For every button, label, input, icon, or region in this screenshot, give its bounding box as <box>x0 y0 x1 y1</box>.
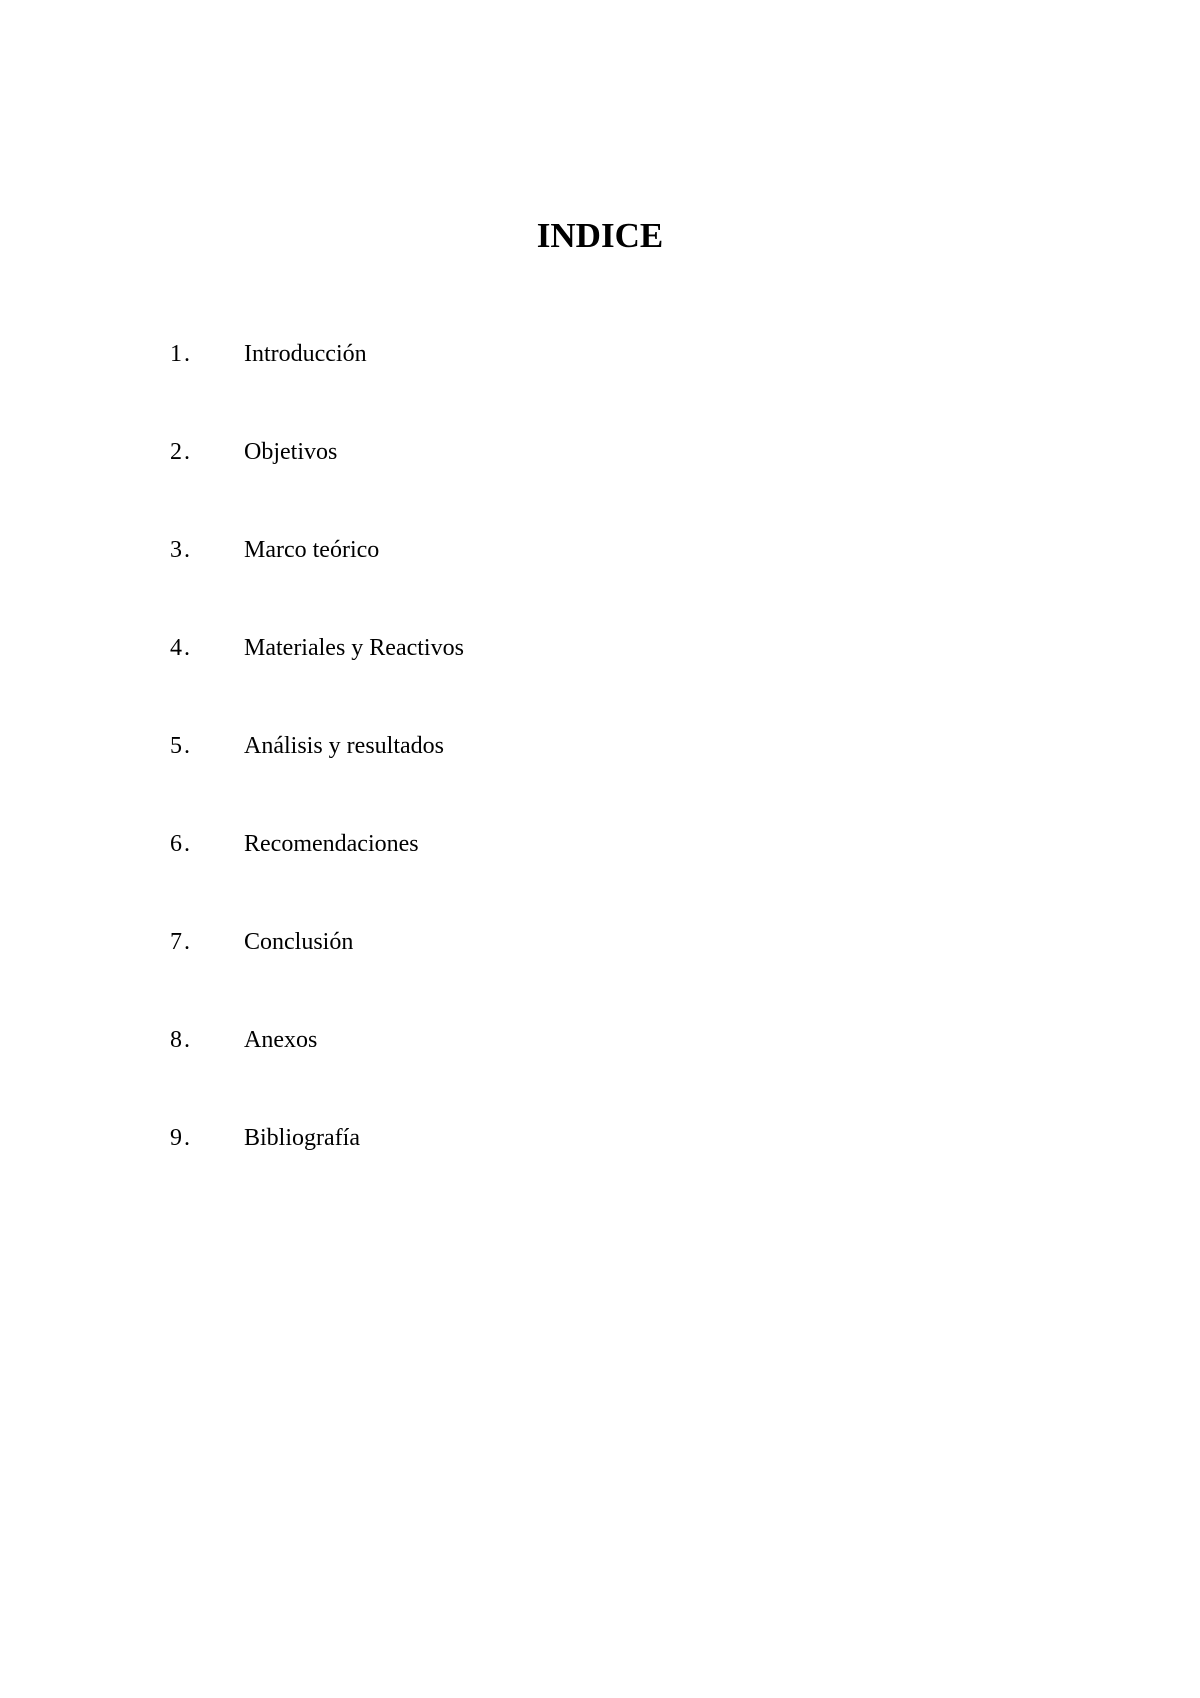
page-title: INDICE <box>536 216 664 255</box>
toc-item-label: Anexos <box>244 1027 318 1053</box>
toc-item-label: Materiales y Reactivos <box>244 635 464 661</box>
toc-item-objetivos <box>170 434 1070 532</box>
toc-item-number: 1. <box>170 341 192 367</box>
toc-item-number: 8. <box>170 1027 192 1053</box>
toc-item-bibliografia <box>170 1120 1070 1218</box>
toc-item-introduccion <box>170 336 1070 434</box>
table-of-contents <box>170 336 1070 1218</box>
toc-item-label: Conclusión <box>244 929 354 955</box>
toc-item-number: 4. <box>170 635 192 661</box>
toc-item-label: Recomendaciones <box>244 831 419 857</box>
toc-item-label: Bibliografía <box>244 1125 360 1151</box>
toc-item-number: 3. <box>170 537 192 563</box>
toc-item-analisis <box>170 728 1070 826</box>
toc-item-recomendaciones <box>170 826 1070 924</box>
toc-item-number: 7. <box>170 929 192 955</box>
toc-item-marco-teorico <box>170 532 1070 630</box>
toc-item-conclusion <box>170 924 1070 1022</box>
toc-item-label: Análisis y resultados <box>244 733 444 759</box>
toc-item-number: 9. <box>170 1125 192 1151</box>
toc-item-label: Introducción <box>244 341 367 367</box>
toc-item-anexos <box>170 1022 1070 1120</box>
toc-item-materiales <box>170 630 1070 728</box>
toc-item-number: 2. <box>170 439 192 465</box>
toc-item-label: Marco teórico <box>244 537 380 563</box>
toc-item-label: Objetivos <box>244 439 338 465</box>
toc-item-number: 5. <box>170 733 192 759</box>
toc-item-number: 6. <box>170 831 192 857</box>
